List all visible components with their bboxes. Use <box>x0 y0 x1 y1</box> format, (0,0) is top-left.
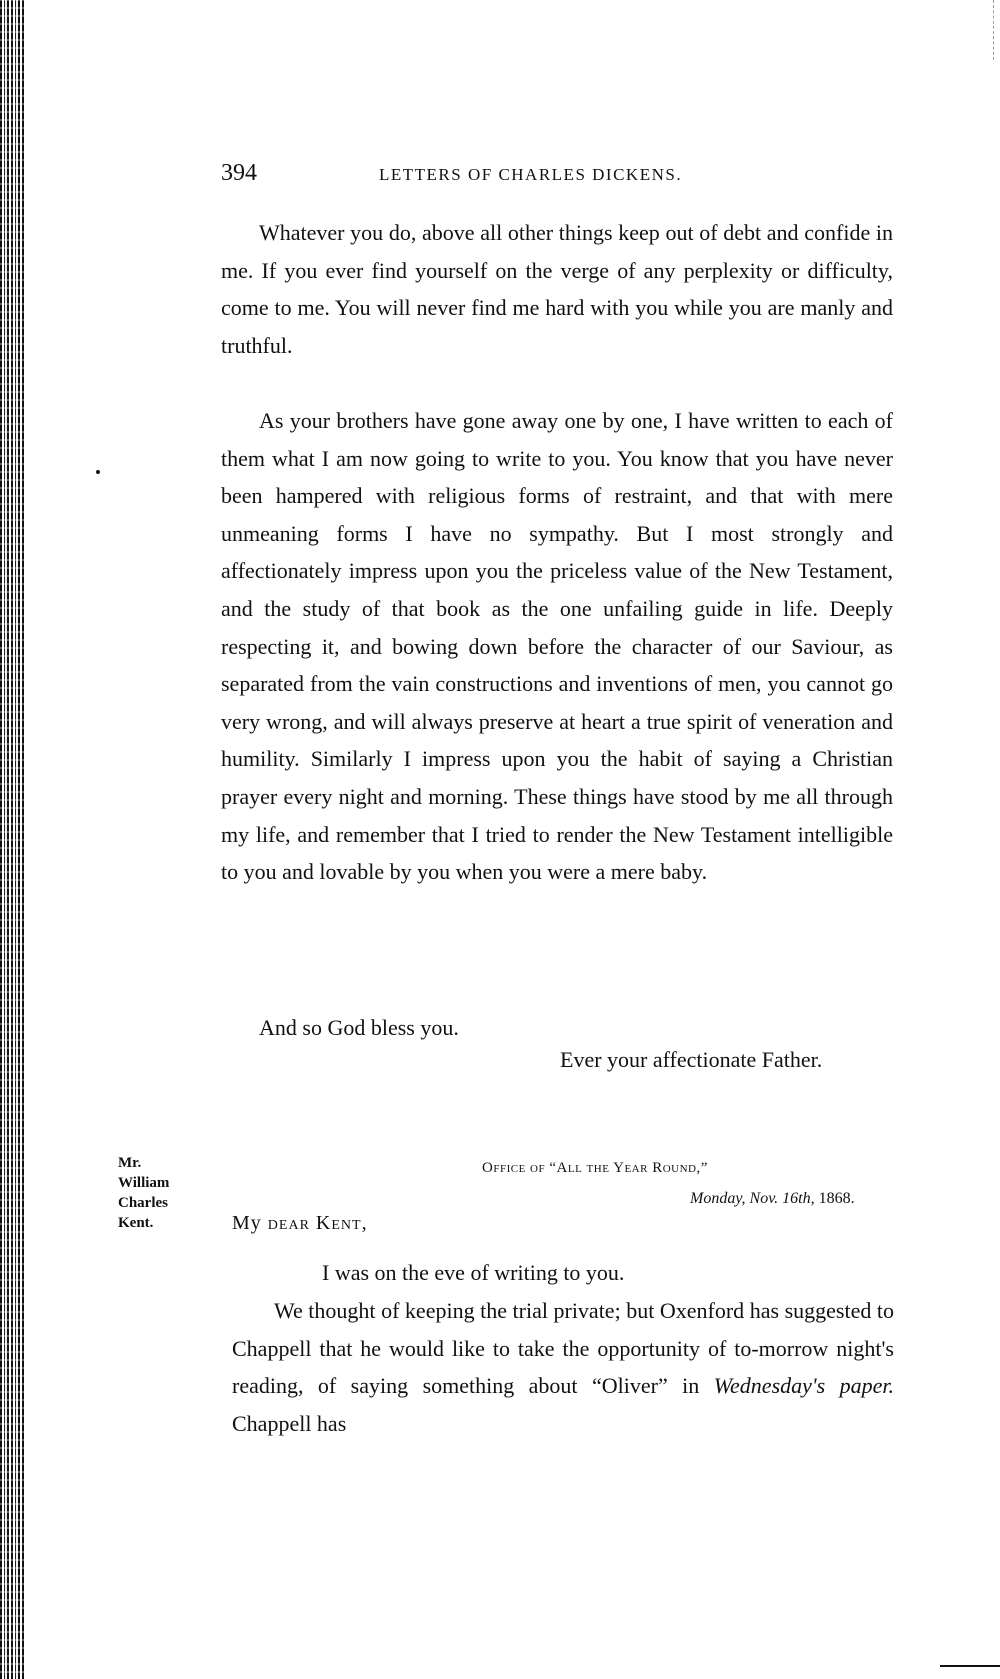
para-start: We thought of keeping the trial private; but Oxenford has suggested to Chappell that he would like to take the opportunity of to-morrow night's reading, of saying something about “Oliver” in <box>232 1298 894 1399</box>
paragraph-text: And so God bless you. <box>259 1015 459 1040</box>
letter1-paragraph-1 <box>221 214 893 364</box>
salutation-rest: dear Kent, <box>267 1212 368 1234</box>
date-weekday: Monday, Nov. 16th, <box>690 1190 815 1207</box>
paragraph-text <box>232 1292 894 1442</box>
bottom-edge-line <box>940 1665 1000 1667</box>
letter2-date <box>690 1190 855 1208</box>
paragraph-text: I was on the eve of writing to you. <box>322 1260 625 1285</box>
letter2-line-1 <box>232 1254 894 1292</box>
page-header <box>221 160 901 190</box>
page-edge-marks <box>989 0 994 60</box>
letter1-paragraph-3 <box>221 1009 893 1047</box>
letter2-office-line <box>482 1160 708 1177</box>
running-title: LETTERS OF CHARLES DICKENS. <box>379 165 683 184</box>
paragraph-text: As your brothers have gone away one by one, I have written to each of them what I am now going to write to you. You know that you have never been hampered with religious forms of restraint, and that with mere unmeaning forms I have no sympathy. But I most strongly and affectionately impress upon you the priceless value of the New Testament, and the study of that book as the one unfailing guide in life. Deeply respecting it, and bowing down before the character of our Saviour, as separated from the vain constructions and inventions of men, you cannot go very wrong, and will always preserve at heart a true spirit of veneration and humility. Similarly I impress upon you the habit of saying a Christian prayer every night and morning. These things have stood by me all through my life, and remember that I tried to render the New Testament intelligible to you and lovable by you when you were a mere baby. <box>221 408 893 885</box>
margin-recipient-note <box>118 1153 169 1233</box>
margin-line: William <box>118 1175 170 1191</box>
para-end: Chappell has <box>232 1410 347 1436</box>
office-name: “All the Year Round,” <box>549 1160 708 1176</box>
letter1-signoff: Ever your affectionate Father. <box>560 1047 823 1072</box>
office-prefix: Office of <box>482 1160 546 1176</box>
letter1-paragraph-2 <box>221 402 893 891</box>
letter2-salutation <box>232 1212 368 1235</box>
date-year: 1868. <box>818 1190 855 1207</box>
stray-ink-dot <box>96 470 100 474</box>
margin-line: Kent. <box>118 1215 154 1231</box>
book-spine-edge <box>0 0 24 1679</box>
para-italic: Wednesday's paper. <box>713 1373 894 1399</box>
margin-line: Mr. <box>118 1155 142 1171</box>
salutation-first: My <box>232 1212 262 1234</box>
letter2-paragraph <box>232 1292 894 1442</box>
paragraph-text: Whatever you do, above all other things keep out of debt and confide in me. If you ever find yourself on the verge of any perplexity or difficulty, come to me. You will never find me hard with you while you are manly and truthful. <box>221 220 893 358</box>
margin-line: Charles <box>118 1195 168 1211</box>
page-number: 394 <box>221 160 257 186</box>
